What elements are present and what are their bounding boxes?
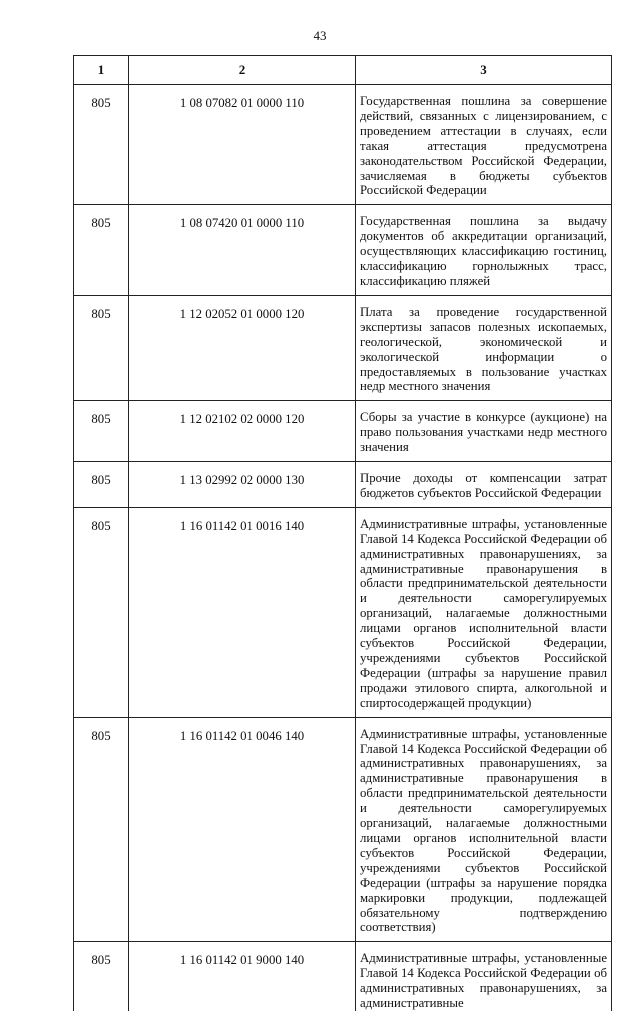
description-cell: Административные штрафы, установленные Главой 14 Кодекса Российской Федерации об административных правонарушениях, за административные правонарушения в области предпринимательской деятельности и деятельности саморегулируемых организаций, налагаемые должностными лицами органов исполнительной власти субъектов Российской Федерации, учреждениями субъектов Российской Федерации (штрафы за нарушение порядка маркировки продукции, подлежащей обязательному подтверждению соответствия) [356,717,612,942]
admin-code-cell: 805 [74,85,129,205]
revenue-code-cell: 1 12 02102 02 0000 120 [129,401,356,462]
admin-code-cell: 805 [74,205,129,296]
table-row [74,462,612,508]
revenue-code-cell: 1 16 01142 01 0046 140 [129,717,356,942]
description-cell: Административные штрафы, установленные Главой 14 Кодекса Российской Федерации об административных правонарушениях, за административные [356,942,612,1011]
revenue-code-cell: 1 08 07420 01 0000 110 [129,205,356,296]
table-row [74,295,612,400]
description-cell: Административные штрафы, установленные Главой 14 Кодекса Российской Федерации об административных правонарушениях, за административные правонарушения в области предпринимательской деятельности и деятельности саморегулируемых организаций, налагаемые должностными лицами органов исполнительной власти субъектов Российской Федерации, учреждениями субъектов Российской Федерации (штрафы за нарушение правил продажи этилового спирта, алкогольной и спиртосодержащей продукции) [356,507,612,717]
table-row [74,85,612,205]
description-cell: Плата за проведение государственной экспертизы запасов полезных ископаемых, геологической, экономической и экологической информации о предоставляемых в пользование участках недр местного значения [356,295,612,400]
admin-code-cell: 805 [74,401,129,462]
revenue-codes-table [73,55,612,1011]
revenue-code-cell: 1 08 07082 01 0000 110 [129,85,356,205]
revenue-code-cell: 1 13 02992 02 0000 130 [129,462,356,508]
admin-code-cell: 805 [74,942,129,1011]
admin-code-cell: 805 [74,507,129,717]
table-row [74,507,612,717]
page-number: 43 [313,28,327,43]
table-row [74,205,612,296]
table-header-row [74,56,612,85]
table-row [74,942,612,1011]
revenue-code-cell: 1 16 01142 01 0016 140 [129,507,356,717]
admin-code-cell: 805 [74,295,129,400]
column-header-1: 1 [74,56,129,85]
table-row [74,717,612,942]
table-container [73,55,613,1011]
description-cell: Государственная пошлина за выдачу документов об аккредитации организаций, осуществляющих классификацию гостиниц, классификацию горнолыжных трасс, классификацию пляжей [356,205,612,296]
column-header-3: 3 [356,56,612,85]
description-cell: Государственная пошлина за совершение действий, связанных с лицензированием, с проведением аттестации в случаях, если такая аттестация предусмотрена законодательством Российской Федерации, зачисляемая в бюджеты субъектов Российской Федерации [356,85,612,205]
admin-code-cell: 805 [74,462,129,508]
description-cell: Прочие доходы от компенсации затрат бюджетов субъектов Российской Федерации [356,462,612,508]
revenue-code-cell: 1 12 02052 01 0000 120 [129,295,356,400]
column-header-2: 2 [129,56,356,85]
revenue-code-cell: 1 16 01142 01 9000 140 [129,942,356,1011]
admin-code-cell: 805 [74,717,129,942]
table-row [74,401,612,462]
description-cell: Сборы за участие в конкурсе (аукционе) на право пользования участками недр местного значения [356,401,612,462]
